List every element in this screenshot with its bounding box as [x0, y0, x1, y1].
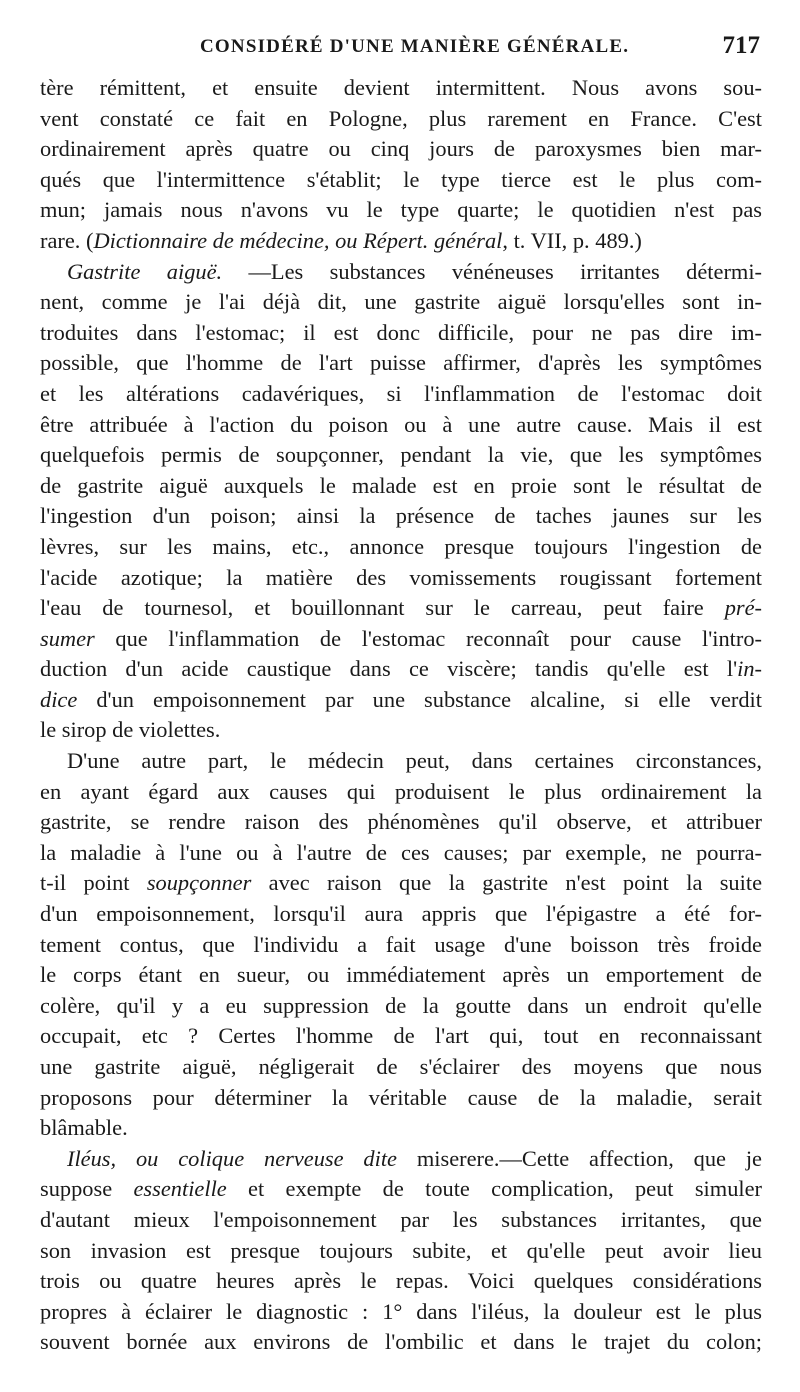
italic-word: dice: [40, 686, 78, 712]
text-line: qués que l'intermittence s'établit; le type tierce est le plus com-: [40, 166, 762, 192]
text-line: propres à éclairer le diagnostic : 1° dans l'iléus, la douleur est le plus: [40, 1298, 762, 1324]
text-span: miserere.—Cette affection, que je: [397, 1145, 762, 1171]
text-span: que l'inflammation de l'estomac reconnaît pour cause l'intro-: [94, 625, 762, 651]
text-line: d'un empoisonnement, lorsqu'il aura appris que l'épigastre a été for-: [40, 901, 762, 927]
text-line: quelquefois permis de soupçonner, pendant la vie, que les symptômes: [40, 442, 762, 468]
text-line: [40, 654, 762, 685]
text-line: l'ingestion d'un poison; ainsi la présence de taches jaunes sur les: [40, 503, 762, 529]
page-number: 717: [722, 32, 760, 59]
text-line: troduites dans l'estomac; il est donc difficile, pour ne pas dire im-: [40, 319, 762, 345]
text-line: son invasion est presque toujours subite, et qu'elle peut avoir lieu: [40, 1237, 762, 1263]
text-span: rare. (: [40, 227, 94, 253]
text-line: proposons pour déterminer la véritable cause de la maladie, serait: [40, 1084, 762, 1110]
text-span: et exempte de toute complication, peut simuler: [226, 1176, 763, 1202]
text-line: [40, 868, 762, 899]
text-line: [40, 1144, 762, 1175]
text-line: en ayant égard aux causes qui produisent le plus ordinairement la: [40, 778, 762, 804]
text-line: mun; jamais nous n'avons vu le type quarte; le quotidien n'est pas: [40, 197, 762, 223]
body-text: [40, 73, 762, 1358]
text-span: d'un empoisonnement par une substance alcaline, si elle verdit: [77, 686, 762, 712]
text-line: le sirop de violettes.: [40, 717, 221, 743]
text-line: [40, 624, 762, 655]
text-span: —Les substances vénéneuses irritantes détermi-: [222, 258, 762, 284]
text-line: souvent bornée aux environs de l'ombilic et dans le trajet du colon;: [40, 1329, 762, 1355]
text-line: [40, 685, 762, 716]
running-title: CONSIDÉRÉ D'UNE MANIÈRE GÉNÉRALE.: [200, 36, 630, 57]
text-line: tère rémittent, et ensuite devient intermittent. Nous avons sou-: [40, 75, 762, 100]
section-title-gastrite: Gastrite aiguë.: [67, 258, 223, 284]
text-line: possible, que l'homme de l'art puisse affirmer, d'après les symptômes: [40, 350, 762, 376]
text-line: [40, 226, 762, 257]
text-line: [40, 257, 762, 288]
text-line: occupait, etc ? Certes l'homme de l'art qui, tout en reconnaissant: [40, 1023, 762, 1049]
section-title-ileus: Iléus, ou colique nerveuse dite: [67, 1145, 397, 1171]
text-line: [40, 593, 762, 624]
text-line: nent, comme je l'ai déjà dit, une gastrite aiguë lorsqu'elles sont in-: [40, 289, 762, 315]
italic-word: essentielle: [133, 1176, 227, 1202]
text-line: le corps étant en sueur, ou immédiatement après un emportement de: [40, 962, 762, 988]
text-line: l'acide azotique; la matière des vomissements rougissant fortement: [40, 564, 762, 590]
text-line: [40, 1174, 762, 1205]
text-line: colère, qu'il y a eu suppression de la goutte dans un endroit qu'elle: [40, 992, 762, 1018]
text-line: d'autant mieux l'empoisonnement par les substances irritantes, que: [40, 1206, 762, 1232]
text-line: de gastrite aiguë auxquels le malade est en proie sont le résultat de: [40, 472, 762, 498]
text-line: une gastrite aiguë, négligerait de s'éclairer des moyens que nous: [40, 1054, 762, 1079]
text-span: l'eau de tournesol, et bouillonnant sur le carreau, peut faire: [40, 595, 725, 621]
text-span: , t. VII, p. 489.): [502, 227, 642, 253]
text-line: vent constaté ce fait en Pologne, plus rarement en France. C'est: [40, 105, 762, 131]
text-line: blâmable.: [40, 1115, 128, 1141]
text-span: avec raison que la gastrite n'est point la suite: [251, 870, 763, 896]
italic-word: sumer: [40, 625, 95, 651]
text-line: ordinairement après quatre ou cinq jours de paroxysmes bien mar-: [40, 136, 762, 162]
text-line: et les altérations cadavériques, si l'inflammation de l'estomac doit: [40, 380, 762, 406]
citation-italic: Dictionnaire de médecine, ou Répert. général: [93, 227, 503, 253]
text-span: duction d'un acide caustique dans ce viscère; tandis qu'elle est l': [40, 656, 738, 682]
text-line: la maladie à l'une ou à l'autre de ces causes; par exemple, ne pourra-: [40, 839, 762, 865]
page-header: [0, 32, 800, 70]
text-line: D'une autre part, le médecin peut, dans certaines circonstances,: [67, 748, 762, 774]
text-line: trois ou quatre heures après le repas. Voici quelques considérations: [40, 1268, 762, 1294]
italic-word: soupçonner: [146, 870, 252, 896]
text-line: tement contus, que l'individu a fait usage d'une boisson très froide: [40, 931, 762, 957]
text-line: lèvres, sur les mains, etc., annonce presque toujours l'ingestion de: [40, 533, 762, 559]
text-span: t-il point: [40, 870, 147, 896]
italic-word: pré-: [724, 595, 762, 621]
text-line: être attribuée à l'action du poison ou à une autre cause. Mais il est: [40, 411, 762, 437]
text-span: suppose: [40, 1176, 134, 1202]
text-line: gastrite, se rendre raison des phénomènes qu'il observe, et attribuer: [40, 809, 762, 835]
italic-word: in-: [737, 656, 762, 682]
